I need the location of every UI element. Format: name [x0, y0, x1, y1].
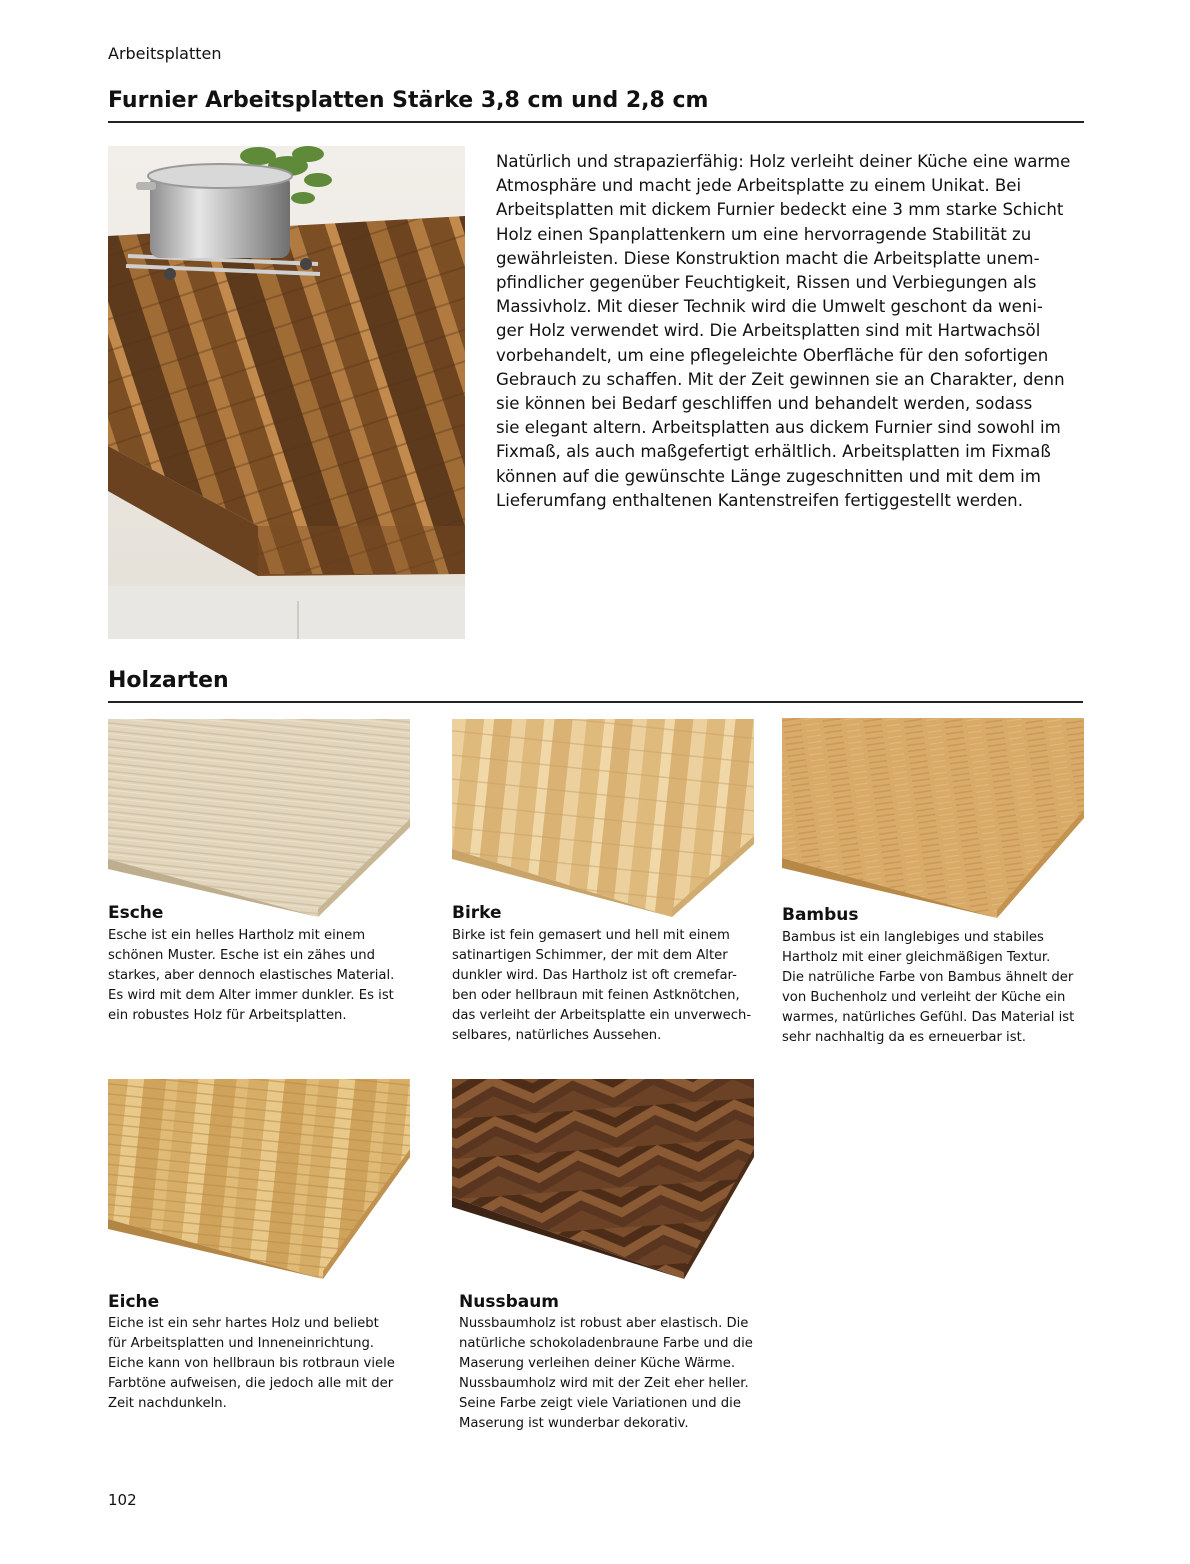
nussbaum-name: Nussbaum: [459, 1292, 560, 1312]
eiche-swatch: [108, 1079, 410, 1279]
eiche-name: Eiche: [108, 1292, 160, 1312]
nussbaum-swatch: [452, 1079, 754, 1279]
description-line: Nussbaumholz wird mit der Zeit eher heller.: [459, 1376, 749, 1391]
description-line: Maserung verleihen deiner Küche Wärme.: [459, 1356, 736, 1371]
esche-description: [108, 926, 394, 1026]
description-line: für Arbeitsplatten und Inneneinrichtung.: [108, 1336, 375, 1351]
bambus-description: [782, 928, 1074, 1048]
intro-line: Natürlich und strapazierfähig: Holz verleiht deiner Küche eine warme: [496, 152, 1071, 171]
description-line: starkes, aber dennoch elastisches Material.: [108, 968, 395, 983]
intro-line: Gebrauch zu schaffen. Mit der Zeit gewinnen sie an Charakter, denn: [496, 369, 1065, 389]
section-label: Arbeitsplatten: [108, 44, 222, 63]
description-line: Nussbaumholz ist robust aber elastisch. Die: [459, 1316, 749, 1331]
esche-name: Esche: [108, 903, 164, 923]
description-line: Maserung ist wunderbar dekorativ.: [459, 1416, 689, 1431]
description-line: Die natrüliche Farbe von Bambus ähnelt der: [782, 970, 1074, 985]
bambus-name: Bambus: [782, 905, 859, 925]
intro-line: Arbeitsplatten mit dickem Furnier bedeckt eine 3 mm starke Schicht: [496, 200, 1064, 220]
eiche-description: [108, 1314, 395, 1414]
countertop-photo: [108, 146, 465, 639]
description-line: Farbtöne aufweisen, die jedoch alle mit der: [108, 1376, 394, 1391]
description-line: dunkler wird. Das Hartholz ist oft cremefar-: [452, 968, 737, 983]
description-line: selbares, natürliches Aussehen.: [452, 1028, 662, 1043]
description-line: natürliche schokoladenbraune Farbe und die: [459, 1336, 753, 1351]
intro-line: vorbehandelt, um eine pflegeleichte Oberfläche für den sofortigen: [496, 345, 1049, 365]
description-line: Hartholz mit einer gleichmäßigen Textur.: [782, 950, 1051, 965]
description-line: Birke ist fein gemasert und hell mit einem: [452, 928, 730, 943]
intro-line: sie elegant altern. Arbeitsplatten aus dickem Furnier sind sowohl im: [496, 418, 1061, 438]
description-line: ben oder hellbraun mit feinen Astknötchen,: [452, 988, 740, 1003]
description-line: Eiche kann von hellbraun bis rotbraun viele: [108, 1356, 395, 1371]
page-number: 102: [108, 1491, 137, 1509]
intro-line: Lieferumfang enthaltenen Kantenstreifen fertiggestellt werden.: [496, 490, 1023, 510]
description-line: ein robustes Holz für Arbeitsplatten.: [108, 1008, 347, 1023]
intro-line: Atmosphäre und macht jede Arbeitsplatte zu einem Unikat. Bei: [496, 176, 1022, 196]
description-line: Seine Farbe zeigt viele Variationen und die: [459, 1396, 741, 1411]
esche-swatch: [108, 719, 410, 917]
description-line: Zeit nachdunkeln.: [108, 1396, 227, 1411]
description-line: Esche ist ein helles Hartholz mit einem: [108, 928, 366, 943]
intro-paragraph: [496, 150, 1086, 513]
intro-line: sie können bei Bedarf geschliffen und behandelt werden, sodass: [496, 394, 1033, 414]
intro-line: können auf die gewünschte Länge zugeschnitten und mit dem im: [496, 466, 1041, 486]
bambus-swatch: [782, 718, 1084, 918]
intro-line: pfindlicher gegenüber Feuchtigkeit, Rissen und Verbiegungen als: [496, 273, 1037, 293]
intro-line: gewährleisten. Diese Konstruktion macht die Arbeitsplatte unem-: [496, 248, 1040, 268]
description-line: von Buchenholz und verleiht der Küche ein: [782, 990, 1066, 1005]
description-line: Eiche ist ein sehr hartes Holz und beliebt: [108, 1316, 379, 1331]
description-line: Es wird mit dem Alter immer dunkler. Es ist: [108, 988, 394, 1003]
birke-description: [452, 926, 751, 1046]
intro-line: Massivholz. Mit dieser Technik wird die Umwelt geschont da weni-: [496, 297, 1043, 317]
description-line: Bambus ist ein langlebiges und stabiles: [782, 930, 1044, 945]
description-line: warmes, natürliches Gefühl. Das Material ist: [782, 1010, 1075, 1025]
page-title: Furnier Arbeitsplatten Stärke 3,8 cm und 2,8 cm: [108, 88, 709, 113]
nussbaum-description: [459, 1314, 753, 1434]
intro-line: Holz einen Spanplattenkern um eine hervorragende Stabilität zu: [496, 224, 1032, 244]
title-divider: [108, 121, 1084, 123]
birke-name: Birke: [452, 903, 502, 923]
intro-line: Fixmaß, als auch maßgefertigt erhältlich. Arbeitsplatten im Fixmaß: [496, 442, 1051, 462]
description-line: schönen Muster. Esche ist ein zähes und: [108, 948, 376, 963]
birke-swatch: [452, 719, 754, 917]
section-title: Holzarten: [108, 668, 229, 693]
intro-line: ger Holz verwendet wird. Die Arbeitsplatten sind mit Hartwachsöl: [496, 321, 1041, 341]
section-divider: [108, 701, 1083, 703]
description-line: das verleiht der Arbeitsplatte ein unverwech-: [452, 1008, 752, 1023]
description-line: satinartigen Schimmer, der mit dem Alter: [452, 948, 728, 963]
description-line: sehr nachhaltig da es erneuerbar ist.: [782, 1030, 1026, 1045]
